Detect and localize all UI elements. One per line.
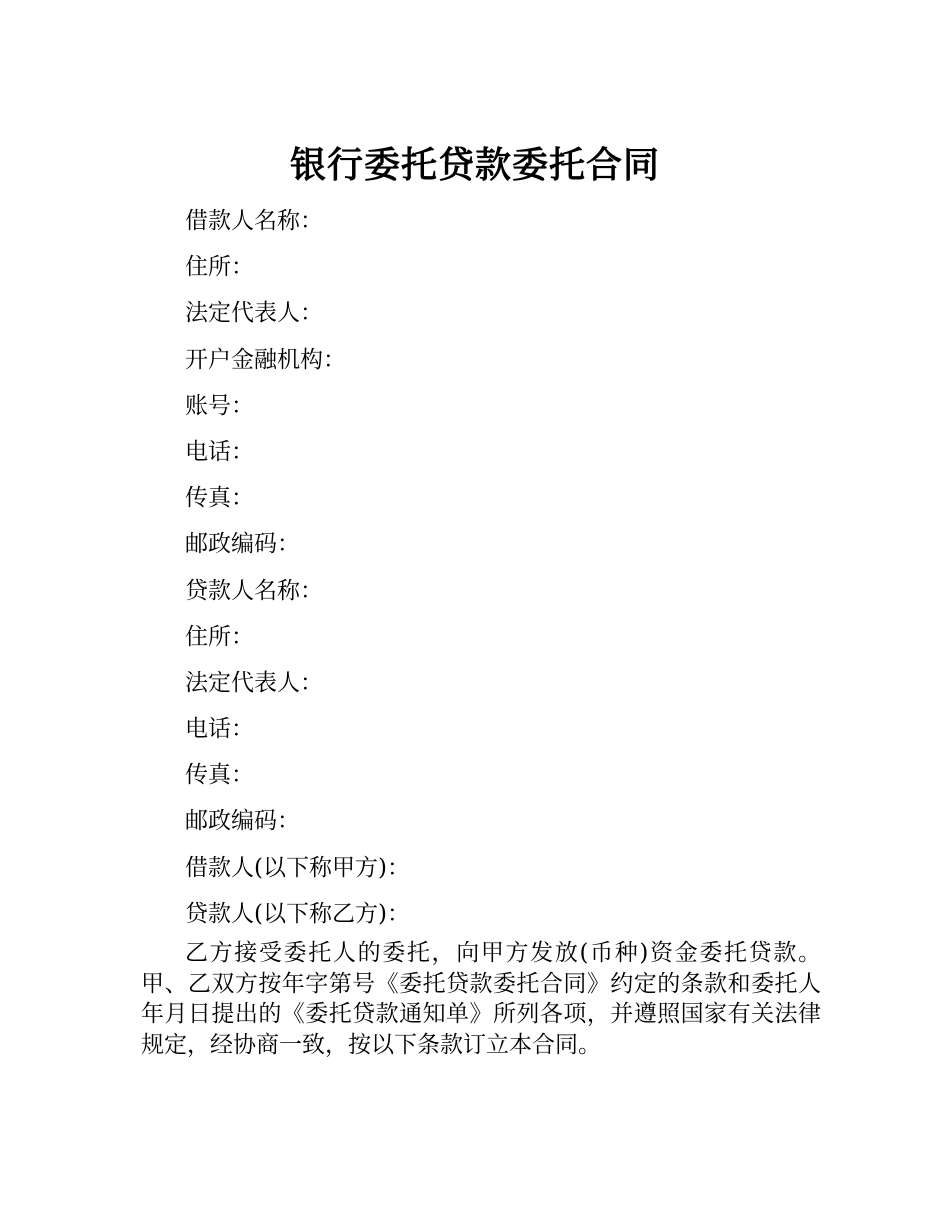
field-lender-address: 住所： <box>185 623 254 650</box>
field-borrower-fax: 传真： <box>185 485 254 512</box>
field-party-a: 借款人(以下称甲方)： <box>185 854 410 881</box>
field-borrower-postcode: 邮政编码： <box>185 531 300 558</box>
field-lender-postcode: 邮政编码： <box>185 808 300 835</box>
field-borrower-account: 账号： <box>185 392 254 419</box>
field-borrower-address: 住所： <box>185 254 254 281</box>
field-lender-fax: 传真： <box>185 762 254 789</box>
field-lender-legal-rep: 法定代表人： <box>185 669 323 696</box>
field-borrower-name: 借款人名称： <box>185 208 323 234</box>
document-title: 银行委托贷款委托合同 <box>289 145 660 187</box>
field-lender-name: 贷款人名称： <box>185 577 323 604</box>
field-borrower-legal-rep: 法定代表人： <box>185 300 323 327</box>
intro-paragraph: 乙方接受委托人的委托，向甲方发放(币种)资金委托贷款。甲、乙双方按年字第号《委托贷款委托合同》约定的条款和委托人年月日提出的《委托贷款通知单》所列各项，并遵照国家有关法律规定，经协商一致，按以下条款订立本合同。 <box>141 940 821 1058</box>
field-borrower-bank: 开户金融机构： <box>185 346 346 373</box>
party-fields <box>185 198 410 937</box>
field-lender-phone: 电话： <box>185 716 254 743</box>
field-party-b: 贷款人(以下称乙方)： <box>185 900 410 927</box>
field-borrower-phone: 电话： <box>185 438 254 465</box>
